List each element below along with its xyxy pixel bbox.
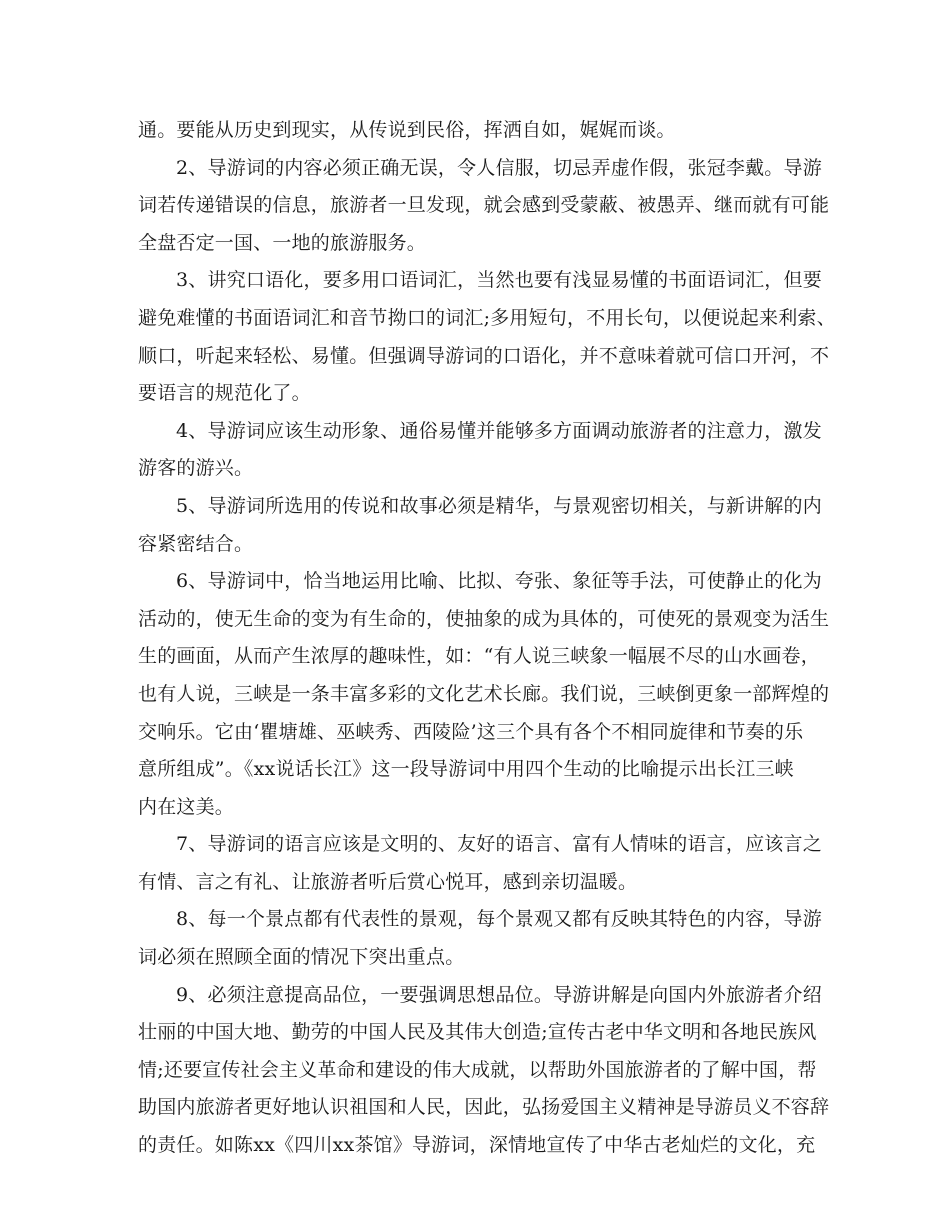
text-line: 5、导游词所选用的传说和故事必须是精华，与景观密切相关，与新讲解的内 [176, 494, 822, 517]
text-line: 避免难懂的书面语词汇和音节拗口的词汇;多用短句，不用长句，以便说起来利索、 [138, 306, 836, 329]
text-line: 要语言的规范化了。 [138, 382, 311, 405]
text-line: 词若传递错误的信息，旅游者一旦发现，就会感到受蒙蔽、被愚弄、继而就有可能 [138, 194, 830, 217]
text-line: 通。要能从历史到现实，从传说到民俗，挥洒自如，娓娓而谈。 [138, 119, 676, 141]
paragraph [138, 150, 830, 263]
text-line: 壮丽的中国大地、勤劳的中国人民及其伟大创造;宣传古老中华文明和各地民族风 [138, 1021, 817, 1044]
text-line: 9、必须注意提高品位，一要强调思想品位。导游讲解是向国内外旅游者介绍 [176, 983, 822, 1006]
text-line: 顺口，听起来轻松、易懂。但强调导游词的口语化，并不意味着就可信口开河，不 [138, 344, 830, 367]
text-line: 情;还要宣传社会主义革命和建设的伟大成就，以帮助外国旅游者的了解中国，帮 [138, 1058, 817, 1081]
paragraph [138, 826, 822, 901]
paragraph [138, 413, 822, 488]
text-line: 游客的游兴。 [138, 457, 254, 480]
text-line: 内在这美。 [138, 795, 235, 818]
document-body [138, 112, 836, 1165]
text-line: 容紧密结合。 [138, 532, 254, 555]
text-line: 意所组成”。《xx说话长江》这一段导游词中用四个生动的比喻提示出长江三峡 [138, 758, 794, 781]
text-line: 7、导游词的语言应该是文明的、友好的语言、富有人情味的语言，应该言之 [176, 833, 822, 856]
text-line: 的责任。如陈xx《四川xx茶馆》导游词，深情地宣传了中华古老灿烂的文化，充 [138, 1134, 816, 1157]
text-line: 活动的，使无生命的变为有生命的，使抽象的成为具体的，可使死的景观变为活生 [138, 607, 830, 630]
text-line: 生的画面，从而产生浓厚的趣味性，如：“有人说三峡象一幅展不尽的山水画卷， [138, 645, 820, 668]
paragraph [138, 488, 822, 563]
text-line: 4、导游词应该生动形象、通俗易懂并能够多方面调动旅游者的注意力，激发 [176, 419, 822, 442]
text-line: 助国内旅游者更好地认识祖国和人民，因此，弘扬爱国主义精神是导游员义不容辞 [138, 1096, 830, 1119]
text-line: 词必须在照顾全面的情况下突出重点。 [138, 946, 465, 969]
paragraph [138, 262, 836, 412]
text-line: 也有人说，三峡是一条丰富多彩的文化艺术长廊。我们说，三峡倒更象一部辉煌的 [138, 682, 830, 705]
text-line: 有情、言之有礼、让旅游者听后赏心悦耳，感到亲切温暖。 [138, 870, 638, 893]
text-line: 3、讲究口语化，要多用口语词汇，当然也要有浅显易懂的书面语词汇，但要 [176, 269, 822, 292]
text-line: 8、每一个景点都有代表性的景观，每个景观又都有反映其特色的内容，导游 [176, 908, 822, 931]
text-line: 全盘否定一国、一地的旅游服务。 [138, 231, 427, 254]
paragraph [138, 977, 830, 1165]
text-line: 2、导游词的内容必须正确无误，令人信服，切忌弄虚作假，张冠李戴。导游 [176, 156, 822, 179]
text-line: 6、导游词中，恰当地运用比喻、比拟、夸张、象征等手法，可使静止的化为 [176, 570, 822, 593]
paragraph [138, 563, 830, 826]
text-line: 交响乐。它由‘瞿塘雄、巫峡秀、西陵险’这三个具有各个不相同旋律和节奏的乐 [138, 720, 804, 743]
paragraph [138, 901, 822, 976]
paragraph [138, 112, 818, 150]
